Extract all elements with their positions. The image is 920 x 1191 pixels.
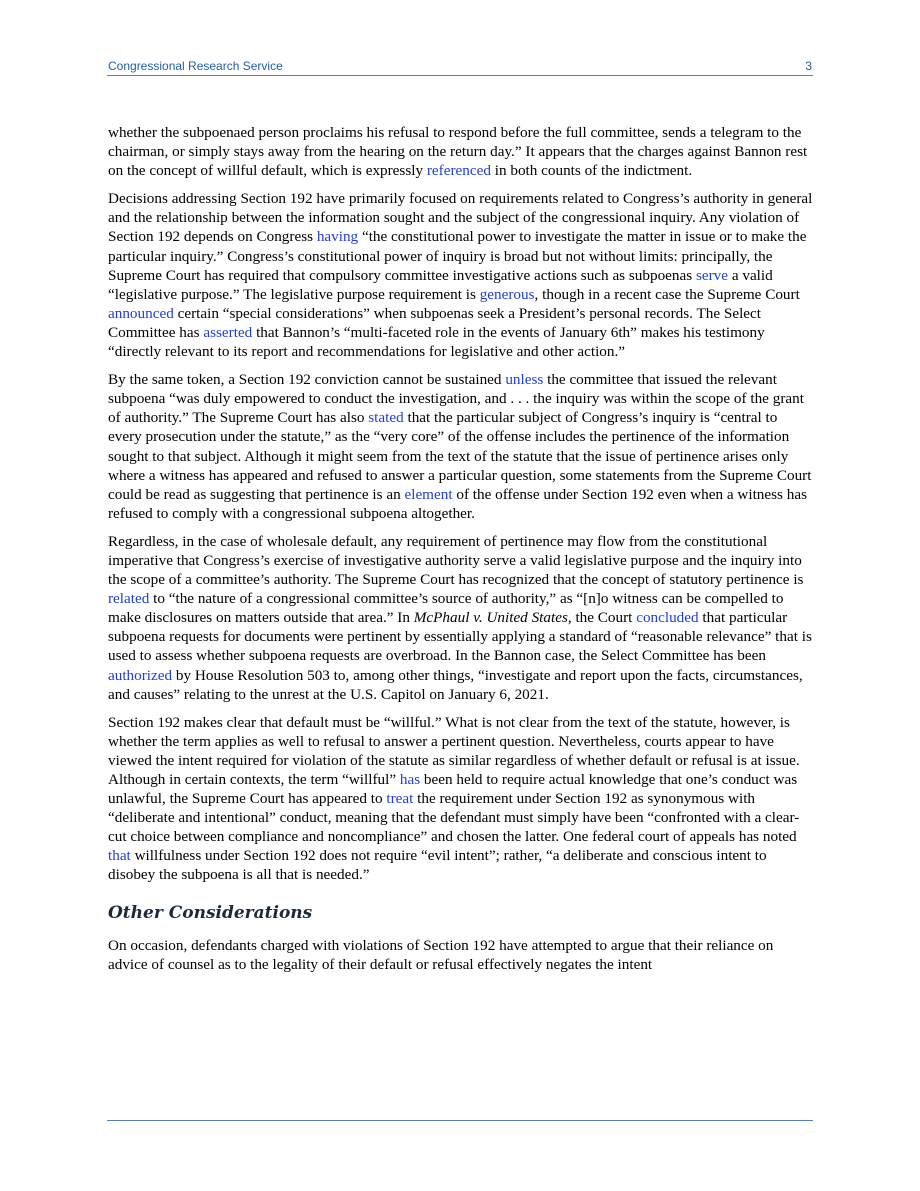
paragraph-3	[108, 370, 814, 523]
link-stated[interactable]: stated	[368, 409, 404, 427]
paragraph-4	[108, 532, 814, 704]
text-run: the committee that issued the relevant subpoena “was duly empowered to conduct the investigation, and . . . the inquiry was within the scope of the grant of authority.” The Supreme Court has also	[108, 371, 804, 427]
link-authorized[interactable]: authorized	[108, 666, 173, 684]
link-asserted[interactable]: asserted	[203, 323, 253, 341]
page-number: 3	[805, 59, 812, 73]
paragraph-1	[108, 123, 814, 180]
link-that[interactable]: that	[108, 847, 131, 865]
text-run: that particular subpoena requests for documents were pertinent by essentially applying a standard of “reasonable relevance” that is used to assess whether subpoena requests are overbroad. In the Bannon case, the Select Committee has been	[108, 609, 812, 665]
header-org-name: Congressional Research Service	[108, 59, 283, 73]
link-announced[interactable]: announced	[108, 304, 174, 322]
text-run: in both counts of the indictment.	[490, 162, 693, 180]
text-run: the requirement under Section 192 as synonymous with “deliberate and intentional” conduct, meaning that the defendant must simply have been “confronted with a clear-cut choice between compliance and noncompliance” and chosen the latter. One federal court of appeals has noted	[108, 790, 800, 846]
text-run: By the same token, a Section 192 conviction cannot be sustained	[108, 371, 506, 389]
paragraph-2	[108, 189, 814, 361]
text-run: of the offense under Section 192 even when a witness has refused to comply with a congressional subpoena altogether.	[108, 485, 807, 522]
link-unless[interactable]: unless	[505, 371, 544, 389]
link-serve[interactable]: serve	[695, 266, 729, 284]
text-run: a valid “legislative purpose.” The legislative purpose requirement is	[108, 266, 773, 303]
text-run: willfulness under Section 192 does not require “evil intent”; rather, “a deliberate and conscious intent to disobey the subpoena is all that is needed.”	[108, 847, 767, 884]
paragraph-6	[108, 936, 814, 974]
link-related[interactable]: related	[108, 590, 150, 608]
text-run: certain “special considerations” when subpoenas seek a President’s personal records. The Select Committee has	[108, 304, 761, 341]
text-run: Regardless, in the case of wholesale default, any requirement of pertinence may flow from the constitutional imperative that Congress’s exercise of investigative authority serve a valid legislative purpose and the inquiry into the scope of a committee’s authority. The Supreme Court has recognized that the concept of statutory pertinence is	[108, 532, 804, 589]
text-run: Section 192 makes clear that default must be “willful.” What is not clear from the text of the statute, however, is whether the term applies as well to refusal to answer a pertinent question. Nevertheless, courts appear to have viewed the intent required for violation of the statute as similar regardless of whether default or refusal is at issue. Although in certain contexts, the term “willful”	[108, 713, 800, 788]
text-run: , though in a recent case the Supreme Court	[534, 285, 800, 303]
text-run: Decisions addressing Section 192 have primarily focused on requirements related to Congress’s authority in general and the relationship between the information sought and the subject of the congressional inquiry. Any violation of Section 192 depends on Congress	[108, 190, 813, 246]
text-run: whether the subpoenaed person proclaims his refusal to respond before the full committee, sends a telegram to the chairman, or simply stays away from the hearing on the return day.” It appears that the charges against Bannon rest on the concept of willful default, which is expressly	[108, 124, 808, 180]
document-body	[108, 123, 814, 983]
text-run: “the constitutional power to investigate the matter in issue or to make the particular inquiry.” Congress’s constitutional power of inquiry is broad but not without limits: principally, the Supreme Court has required that compulsory committee investigative actions such as subpoenas	[108, 228, 807, 284]
text-run: On occasion, defendants charged with violations of Section 192 have attempted to argue that their reliance on advice of counsel as to the legality of their default or refusal effectively negates the intent	[108, 936, 774, 973]
link-having[interactable]: having	[316, 228, 359, 246]
text-run: by House Resolution 503 to, among other things, “investigate and report upon the facts, circumstances, and causes” relating to the unrest at the U.S. Capitol on January 6, 2021.	[108, 666, 803, 703]
paragraph-5	[108, 713, 814, 885]
link-treat[interactable]: treat	[386, 790, 414, 808]
text-run: that the particular subject of Congress’s inquiry is “central to every prosecution under the statute,” as the “very core” of the offense includes the pertinence of the information sought to that subject. Although it might seem from the text of the statute that the issue of pertinence arises only where a witness has appeared and refused to answer a particular question, some statements from the Supreme Court could be read as suggesting that pertinence is an	[108, 409, 812, 503]
text-run: that Bannon’s “multi-faceted role in the events of January 6th” makes his testimony “directly relevant to its report and recommendations for legislative and other action.”	[108, 323, 765, 361]
link-generous[interactable]: generous	[479, 285, 535, 303]
link-concluded[interactable]: concluded	[636, 609, 699, 627]
running-header	[107, 58, 813, 76]
case-name: McPhaul v. United States	[413, 609, 568, 627]
text-run: been held to require actual knowledge that one’s conduct was unlawful, the Supreme Court has appeared to	[108, 771, 798, 808]
text-run: , the Court	[567, 609, 637, 627]
link-has[interactable]: has	[399, 771, 421, 788]
link-referenced[interactable]: referenced	[426, 162, 491, 180]
section-heading: Other Considerations	[108, 902, 313, 923]
footer-rule	[107, 1120, 813, 1121]
text-run: to “the nature of a congressional committee’s source of authority,” as “[n]o witness can be compelled to make disclosures on matters outside that area.” In	[108, 590, 784, 627]
link-element[interactable]: element	[404, 485, 453, 503]
